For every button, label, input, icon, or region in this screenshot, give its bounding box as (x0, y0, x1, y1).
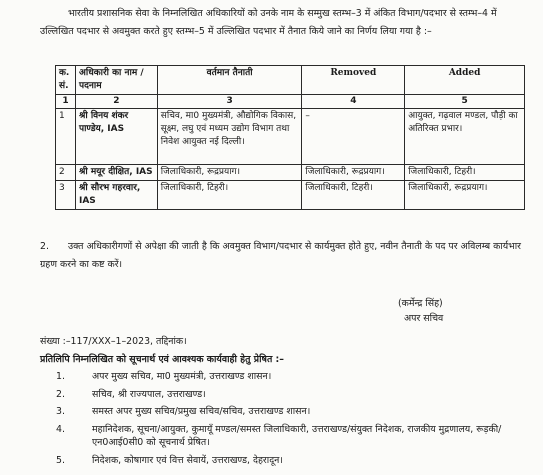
row-current: जिलाधिकारी, टिहरी। (157, 181, 302, 210)
column-number-row (56, 95, 525, 109)
row-removed: जिलाधिकारी, रूद्रप्रयाग। (302, 165, 405, 181)
row-sno: 2 (56, 165, 76, 181)
row-officer: श्री मयूर दीक्षित, IAS (75, 165, 157, 181)
header-added: Added (405, 66, 525, 95)
header-officer: अधिकारी का नाम /पदनाम (75, 66, 157, 95)
row-added: जिलाधिकारी, रूद्रप्रयाग। (405, 181, 525, 210)
row-current: जिलाधिकारी, रूद्रप्रयाग। (157, 165, 302, 181)
paragraph-2-number: 2. (40, 241, 49, 252)
list-item-number: 4. (56, 423, 65, 435)
list-item-number: 5. (56, 454, 65, 466)
column-number: 2 (75, 95, 157, 109)
column-number: 1 (56, 95, 76, 109)
row-removed: जिलाधिकारी, टिहरी। (302, 181, 405, 210)
column-number: 3 (157, 95, 302, 109)
paragraph-2 (40, 238, 526, 274)
table-row (56, 109, 525, 165)
transfer-table (55, 65, 525, 210)
copy-list (40, 370, 530, 471)
header-removed: Removed (302, 66, 405, 95)
row-current: सचिव, मा0 मुख्यमंत्री, औद्योगिक विकास, सूक्ष्म, लघु एवं मध्यम उद्योग विभाग तथा निवेश आयुक्त नई दिल्ली। (157, 109, 302, 165)
reference-number: संख्या :–117/XXX–1–2023, तद्दिनांक। (40, 336, 187, 347)
row-sno: 3 (56, 181, 76, 210)
list-item-text: निदेशक, कोषागार एवं वित्त सेवायें, उत्तराखण्ड, देहरादून। (92, 454, 283, 466)
row-officer: श्री विनय शंकर पाण्डेय, IAS (75, 109, 157, 165)
copy-heading: प्रतिलिपि निम्नलिखित को सूचनार्थ एवं आवश्यक कार्यवाही हेतु प्रेषित :– (40, 354, 284, 365)
list-item-number: 1. (56, 371, 65, 382)
row-added: आयुक्त, गढ़वाल मण्डल, पौड़ी का अतिरिक्त प्रभार। (405, 109, 525, 165)
paragraph-2-text: उक्त अधिकारीगणों से अपेक्षा की जाती है कि अवमुक्त विभाग/पदभार से कार्यमुक्त होते हुए, नवीन तैनाती के पद पर अविलम्ब कार्यभार ग्रहण करने का कष्ट करें। (40, 241, 522, 270)
list-item (40, 370, 530, 384)
table-row (56, 181, 525, 210)
table-header-row (56, 66, 525, 95)
header-current: वर्तमान तैनाती (157, 66, 302, 95)
row-added: जिलाधिकारी, टिहरी। (405, 165, 525, 181)
list-item-text: महानिदेशक, सूचना/आयुक्त, कुमायूँ मण्डल/समस्त जिलाधिकारी, उत्तराखण्ड/संयुक्त निदेशक, राजकीय मुद्रणालय, रूड़की/एन0आई0सी0 को सूचनार्थ प्रेषित। (92, 423, 502, 448)
signature-name: (कर्मेन्द्र सिंह) (398, 298, 443, 309)
list-item-text: सचिव, श्री राज्यपाल, उत्तराखण्ड। (92, 388, 206, 400)
list-item (40, 388, 530, 402)
list-item (40, 405, 530, 419)
list-item (40, 454, 530, 468)
header-sno: क. सं. (56, 66, 76, 95)
column-number: 5 (405, 95, 525, 109)
intro-paragraph: भारतीय प्रशासनिक सेवा के निम्नलिखित अधिकारियों को उनके नाम के सम्मुख स्तम्भ–3 में अंकित विभाग/पदभार से स्तम्भ–4 में उल्लिखित पदभार से अवमुक्त करते हुए स्तम्भ–5 में उल्लिखित पदभार में तैनात किये जाने का निर्णय लिया गया है :– (40, 8, 497, 37)
list-item-text: अपर मुख्य सचिव, मा0 मुख्यमंत्री, उत्तराखण्ड शासन। (92, 371, 272, 382)
row-officer: श्री सौरभ गहरवार, IAS (75, 181, 157, 210)
list-item-text: समस्त अपर मुख्य सचिव/प्रमुख सचिव/सचिव, उत्तराखण्ड शासन। (92, 406, 311, 417)
signature-designation: अपर सचिव (404, 313, 444, 324)
row-removed: – (302, 109, 405, 165)
list-item-number: 2. (56, 388, 65, 400)
list-item (40, 423, 530, 450)
row-sno: 1 (56, 109, 76, 165)
list-item-number: 3. (56, 406, 65, 417)
column-number: 4 (302, 95, 405, 109)
table-row (56, 165, 525, 181)
